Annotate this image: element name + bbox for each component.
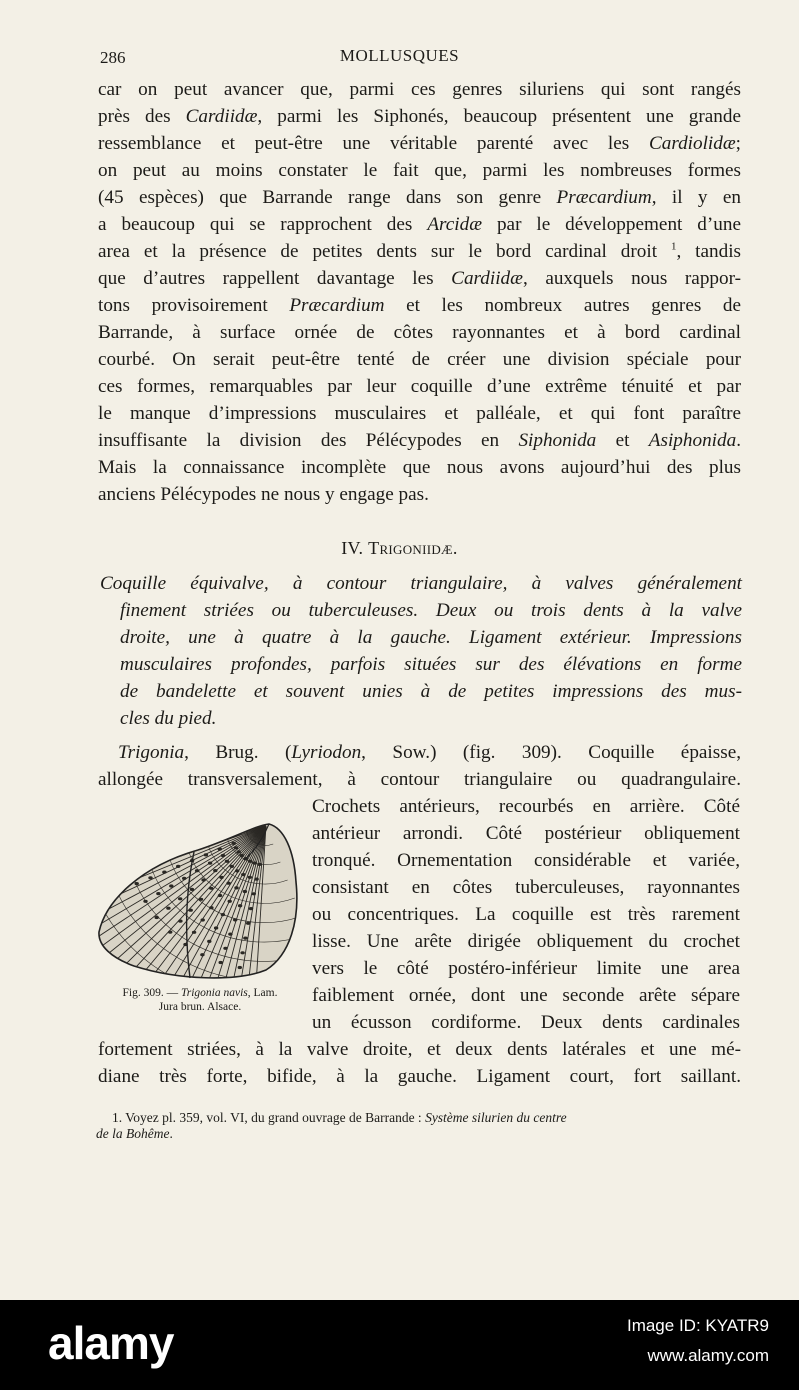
footnote [96, 1110, 741, 1142]
shell-engraving-icon [94, 820, 304, 985]
text-line: area et la présence de petites dents sur le bord cardinal droit $^1$, tandis [98, 240, 741, 262]
text-line: ou concentriques. La coquille est très rarement [312, 904, 740, 925]
diagnosis-line: droite, une à quatre à la gauche. Ligament extérieur. Impressions [120, 627, 742, 648]
text-line: on peut au moins constater le fait que, parmi les nombreuses formes [98, 160, 741, 181]
text-line: (45 espèces) que Barrande range dans son genre Præcardium, il y en [98, 187, 741, 208]
text-line: près des Cardiidæ, parmi les Siphonés, beaucoup présentent une grande [98, 106, 741, 127]
text-line: Mais la connaissance incomplète que nous avons aujourd’hui des plus [98, 457, 741, 478]
text-line: Crochets antérieurs, recourbés en arrière. Côté [312, 796, 740, 817]
footnote-line: 1. Voyez pl. 359, vol. VI, du grand ouvrage de Barrande : Système silurien du centre [112, 1110, 567, 1125]
diagnosis-line: cles du pied. [120, 708, 217, 729]
intro-paragraph [98, 76, 741, 508]
text-line: Trigonia, Brug. (Lyriodon, Sow.) (fig. 309). Coquille épaisse, [118, 742, 742, 763]
watermark-url: www.alamy.com [647, 1346, 769, 1365]
section-name: Trigoniidæ. [368, 538, 458, 558]
text-line: consistant en côtes tuberculeuses, rayonnantes [312, 877, 740, 898]
caption-line: Jura brun. Alsace. [158, 1001, 242, 1013]
diagnosis-line: musculaires profondes, parfois situées sur des élévations en forme [120, 654, 742, 675]
text-line: lisse. Une arête dirigée obliquement du crochet [312, 931, 740, 952]
section-heading [0, 538, 799, 559]
text-line: vers le côté postéro-inférieur limite une area [312, 958, 740, 979]
page-number: 286 [100, 48, 126, 67]
text-line: anciens Pélécypodes ne nous y engage pas. [98, 484, 429, 505]
footnote-line: de la Bohême. [96, 1126, 173, 1141]
text-line: ressemblance et peut-être une véritable parenté avec les Cardiolidæ; [98, 133, 741, 154]
text-line: courbé. On serait peut-être tenté de créer une division spéciale pour [98, 349, 741, 370]
image-id: Image ID: KYATR9 [626, 1316, 769, 1335]
text-line: tronqué. Ornementation considérable et variée, [312, 850, 740, 871]
text-line: que d’autres rappellent davantage les Cardiidæ, auxquels nous rappor- [98, 268, 741, 289]
diagnosis-line: finement striées ou tuberculeuses. Deux ou trois dents à la valve [120, 600, 742, 621]
diagnosis-line: de bandelette et souvent unies à de petites impressions des mus- [120, 681, 742, 702]
text-line: antérieur arrondi. Côté postérieur obliquement [312, 823, 740, 844]
diagnosis-line: Coquille équivalve, à contour triangulaire, à valves généralement [100, 573, 742, 594]
section-number: IV. [341, 538, 364, 558]
trigonia-paragraph-end [98, 1036, 741, 1090]
text-line: fortement striées, à la valve droite, et deux dents latérales et une mé- [98, 1039, 741, 1060]
figure-caption [94, 986, 306, 1014]
text-line: a beaucoup qui se rapprochent des Arcidæ par le développement d’une [98, 214, 741, 235]
text-line: diane très forte, bifide, à la gauche. Ligament court, fort saillant. [98, 1066, 741, 1087]
text-line: ces formes, remarquables par leur coquille d’une extrême ténuité et par [98, 376, 741, 397]
text-line: faiblement ornée, dont une seconde arête sépare [312, 985, 740, 1006]
text-line: le manque d’impressions musculaires et palléale, et qui font paraître [98, 403, 741, 424]
trigonia-paragraph-start [98, 739, 741, 793]
text-line: un écusson cordiforme. Deux dents cardinales [312, 1012, 740, 1033]
trigonia-shell-figure [94, 820, 304, 985]
text-line: Barrande, à surface ornée de côtes rayonnantes et à bord cardinal [98, 322, 741, 343]
running-head: MOLLUSQUES [339, 46, 460, 65]
text-line: insuffisante la division des Pélécypodes en Siphonida et Asiphonida. [98, 430, 741, 451]
text-line: car on peut avancer que, parmi ces genres siluriens qui sont rangés [98, 79, 741, 100]
text-line: tons provisoirement Præcardium et les nombreux autres genres de [98, 295, 741, 316]
trigonia-wrapped-text [312, 793, 740, 1036]
family-diagnosis [100, 570, 742, 732]
caption-line: Fig. 309. — Trigonia navis, Lam. [122, 987, 278, 999]
text-line: allongée transversalement, à contour triangulaire ou quadrangulaire. [98, 769, 741, 790]
alamy-logo: alamy [48, 1317, 174, 1369]
